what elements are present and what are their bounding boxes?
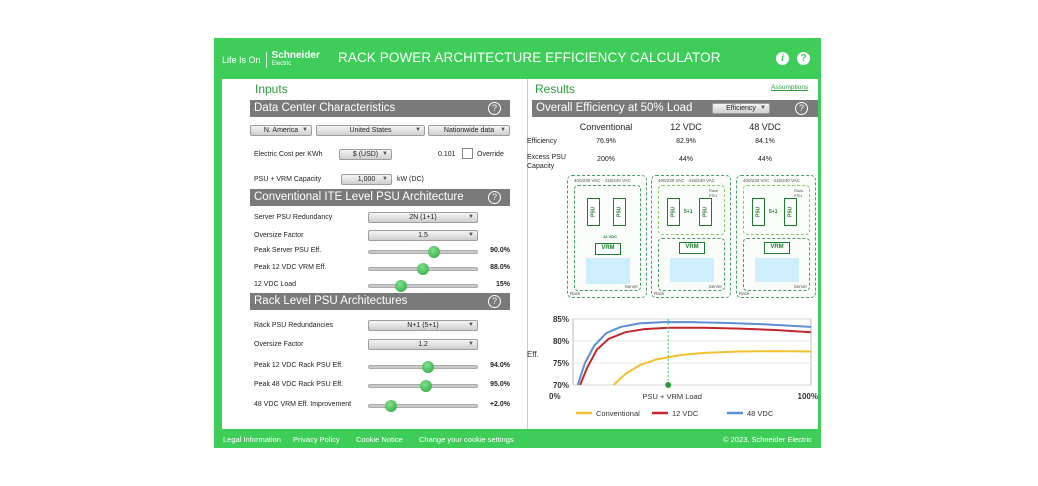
capacity-label: PSU + VRM Capacity bbox=[254, 176, 322, 183]
capacity-unit: kW (DC) bbox=[397, 176, 424, 183]
data-scope-select[interactable]: Nationwide data ▼ bbox=[428, 125, 510, 136]
currency-select[interactable]: $ (USD) ▼ bbox=[339, 149, 392, 160]
y-tick-label: 70% bbox=[552, 381, 569, 390]
server-label: Server bbox=[708, 284, 722, 289]
diagram-48vdc bbox=[736, 175, 816, 298]
rack48-eff-slider[interactable] bbox=[368, 384, 478, 388]
server-label: Server bbox=[793, 284, 807, 289]
slider-label: 48 VDC VRM Eff. Improvement bbox=[254, 401, 352, 408]
legend-label: Conventional bbox=[596, 409, 640, 418]
rack-psu-label: Rack PSU bbox=[709, 188, 719, 198]
country-select[interactable]: United States ▼ bbox=[316, 125, 425, 136]
help-icon[interactable]: ? bbox=[797, 52, 810, 65]
load-slider[interactable] bbox=[368, 284, 478, 288]
efficiency-chart bbox=[527, 307, 818, 429]
rack-psu-label: Rack PSU bbox=[794, 188, 804, 198]
rack-label: Rack bbox=[654, 291, 665, 296]
slider-label: Peak Server PSU Eff. bbox=[254, 247, 322, 254]
assumptions-link[interactable]: Assumptions bbox=[771, 84, 809, 91]
server-box bbox=[658, 238, 725, 291]
dc-help-icon[interactable]: ? bbox=[488, 102, 501, 115]
x-tick-label: 100% bbox=[797, 392, 818, 401]
ite-oversize-label: Oversize Factor bbox=[254, 232, 304, 239]
main-panel bbox=[222, 79, 818, 429]
ac-label: 400/230 VAC · 415/240 VAC bbox=[574, 178, 631, 183]
footer-link-cookie-settings[interactable]: Change your cookie settings bbox=[419, 435, 514, 444]
x-axis-label: PSU + VRM Load bbox=[642, 392, 702, 401]
excess-12vdc: 44% bbox=[678, 156, 693, 163]
vrm-box: VRM bbox=[679, 242, 705, 254]
app-title: RACK POWER ARCHITECTURE EFFICIENCY CALCULATOR bbox=[338, 50, 721, 65]
psu-box: PSU bbox=[613, 198, 626, 226]
override-label: Override bbox=[477, 151, 504, 158]
footer-link-cookie-notice[interactable]: Cookie Notice bbox=[356, 435, 403, 444]
eff-conventional: 76.9% bbox=[596, 138, 616, 145]
dc-section-bar bbox=[250, 100, 510, 117]
server-redundancy-select[interactable]: 2N (1+1) ▼ bbox=[368, 212, 478, 223]
rack-label: Rack bbox=[739, 291, 750, 296]
eff-12vdc: 82.9% bbox=[676, 138, 696, 145]
vrm-improvement-slider[interactable] bbox=[368, 404, 478, 408]
cost-label: Electric Cost per KWh bbox=[254, 151, 323, 158]
excess-48vdc: 44% bbox=[757, 156, 772, 163]
app-header bbox=[214, 38, 821, 76]
psu-box: PSU bbox=[784, 198, 797, 226]
y-tick-label: 85% bbox=[552, 315, 569, 324]
ite-help-icon[interactable]: ? bbox=[488, 191, 501, 204]
psu-box: PSU bbox=[587, 198, 600, 226]
legend-label: 48 VDC bbox=[747, 409, 774, 418]
capacity-select[interactable]: 1,000 ▼ bbox=[341, 174, 392, 185]
vrm-box: VRM bbox=[595, 243, 621, 255]
y-tick-label: 75% bbox=[552, 359, 569, 368]
footer bbox=[214, 430, 821, 448]
slider-knob[interactable] bbox=[395, 280, 407, 292]
slider-knob[interactable] bbox=[422, 361, 434, 373]
results-heading: Results bbox=[535, 82, 576, 96]
ac-label: 400/230 VAC · 415/240 VAC bbox=[658, 178, 715, 183]
psu-box: PSU bbox=[752, 198, 765, 226]
slider-knob[interactable] bbox=[420, 380, 432, 392]
region-select[interactable]: N. America ▼ bbox=[250, 125, 312, 136]
slider-knob[interactable] bbox=[385, 400, 397, 412]
logo-tagline: Life Is On bbox=[222, 55, 261, 65]
vrm-eff-slider[interactable] bbox=[368, 267, 478, 271]
load-marker-knob bbox=[665, 382, 671, 388]
legend-label: 12 VDC bbox=[672, 409, 699, 418]
y-tick-label: 80% bbox=[552, 337, 569, 346]
slider-label: Peak 48 VDC Rack PSU Eff. bbox=[254, 381, 343, 388]
slider-value: 15% bbox=[495, 281, 510, 288]
slider-label: Peak 12 VDC Rack PSU Eff. bbox=[254, 362, 343, 369]
footer-link-legal[interactable]: Legal Information bbox=[223, 435, 281, 444]
slider-value: 95.0% bbox=[490, 381, 510, 388]
rack-redundancy-select[interactable]: N+1 (5+1) ▼ bbox=[368, 320, 478, 331]
slider-value: 88.0% bbox=[490, 264, 510, 271]
rack-help-icon[interactable]: ? bbox=[488, 295, 501, 308]
rack-section-bar bbox=[250, 293, 510, 310]
col-12vdc: 12 VDC bbox=[670, 122, 702, 132]
psu-box: PSU bbox=[667, 198, 680, 226]
server-box bbox=[574, 185, 641, 291]
slider-value: 94.0% bbox=[490, 362, 510, 369]
rack-redundancy-label: Rack PSU Redundancies bbox=[254, 322, 333, 329]
app-window bbox=[214, 38, 821, 448]
excess-conventional: 200% bbox=[597, 156, 615, 163]
footer-link-privacy[interactable]: Privacy Policy bbox=[293, 435, 340, 444]
slider-label: 12 VDC Load bbox=[254, 281, 297, 288]
redundancy-label: 5+1 bbox=[769, 209, 778, 215]
psu-eff-slider[interactable] bbox=[368, 250, 478, 254]
ac-label: 400/230 VAC · 415/240 VAC bbox=[743, 178, 800, 183]
slider-knob[interactable] bbox=[428, 246, 440, 258]
logo-divider bbox=[266, 52, 267, 68]
server-redundancy-label: Server PSU Redundancy bbox=[254, 214, 333, 221]
rack12-eff-slider[interactable] bbox=[368, 365, 478, 369]
rack-label: Rack bbox=[570, 291, 581, 296]
ite-section-bar bbox=[250, 189, 510, 206]
redundancy-label: 5+1 bbox=[684, 209, 693, 215]
rack-section-title: Rack Level PSU Architectures bbox=[254, 295, 408, 307]
cost-value: 0.101 bbox=[438, 151, 456, 158]
logo-brand: Schneider Electric bbox=[271, 50, 320, 67]
rack-psu-box bbox=[658, 185, 725, 235]
inputs-heading: Inputs bbox=[255, 82, 288, 96]
load-block bbox=[670, 258, 714, 282]
server-box bbox=[743, 238, 810, 291]
rack-oversize-select[interactable]: 1.2 ▼ bbox=[368, 339, 478, 350]
col-48vdc: 48 VDC bbox=[749, 122, 781, 132]
info-icon[interactable]: i bbox=[776, 52, 789, 65]
slider-label: Peak 12 VDC VRM Eff. bbox=[254, 264, 327, 271]
override-checkbox[interactable] bbox=[462, 148, 473, 159]
results-bar-title: Overall Efficiency at 50% Load bbox=[536, 102, 693, 114]
load-block bbox=[586, 258, 630, 284]
server-label: Server bbox=[624, 284, 638, 289]
x-tick-label: 0% bbox=[549, 392, 561, 401]
slider-knob[interactable] bbox=[417, 263, 429, 275]
slider-value: 90.0% bbox=[490, 247, 510, 254]
psu-box: PSU bbox=[699, 198, 712, 226]
rack-psu-box bbox=[743, 185, 810, 235]
dc12-label: 12 VDC bbox=[603, 234, 618, 239]
results-help-icon[interactable]: ? bbox=[795, 102, 808, 115]
excess-label: Excess PSU Capacity bbox=[527, 154, 566, 170]
dc-section-title: Data Center Characteristics bbox=[254, 102, 396, 114]
vrm-box: VRM bbox=[764, 242, 790, 254]
eff-48vdc: 84.1% bbox=[755, 138, 775, 145]
slider-value: +2.0% bbox=[489, 401, 510, 408]
ite-oversize-select[interactable]: 1.5 ▼ bbox=[368, 230, 478, 241]
results-bar bbox=[532, 100, 818, 117]
ite-section-title: Conventional ITE Level PSU Architecture bbox=[254, 191, 464, 203]
efficiency-label: Efficiency bbox=[527, 138, 557, 145]
col-conventional: Conventional bbox=[579, 122, 633, 132]
diagram-conventional bbox=[567, 175, 647, 298]
diagram-12vdc bbox=[651, 175, 731, 298]
logo bbox=[222, 51, 320, 69]
footer-copyright: © 2023, Schneider Electric bbox=[723, 435, 812, 444]
load-block bbox=[755, 258, 799, 282]
rack-oversize-label: Oversize Factor bbox=[254, 341, 304, 348]
y-axis-label: Eff. bbox=[527, 350, 539, 359]
view-select[interactable]: Efficiency ▼ bbox=[712, 103, 770, 114]
